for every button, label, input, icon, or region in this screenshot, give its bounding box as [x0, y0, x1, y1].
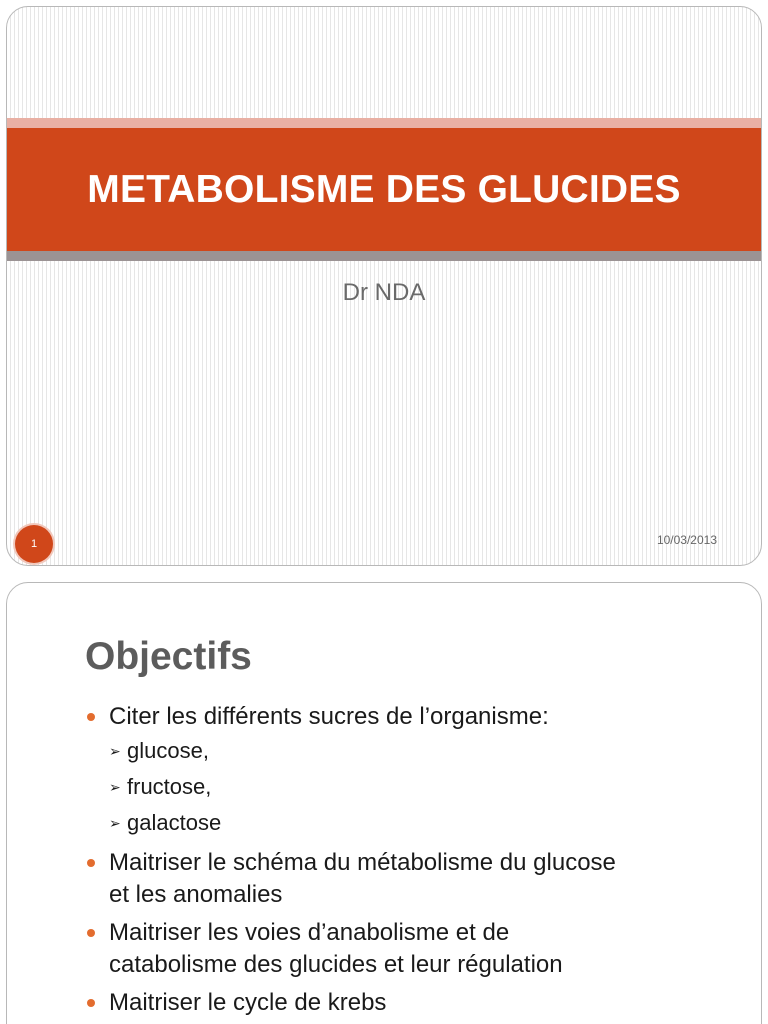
- sub-list-item-text: fructose,: [127, 774, 212, 799]
- sugars-sub-list: [109, 733, 727, 841]
- slide-number-badge: 1: [15, 525, 53, 563]
- bullet-dot-icon: [87, 929, 95, 937]
- slide-subtitle: Dr NDA: [342, 279, 426, 306]
- sub-list-item: [109, 733, 727, 769]
- slide-objectives: [6, 582, 762, 1024]
- list-item-line-2: catabolisme des glucides et leur régulation: [109, 951, 563, 978]
- list-item-line-2: et les anomalies: [109, 881, 283, 908]
- slide-title: [6, 6, 762, 566]
- list-item: [87, 917, 727, 981]
- sub-list-item: [109, 805, 727, 841]
- list-item-text: Maitriser le cycle de krebs: [109, 989, 387, 1016]
- bullet-dot-icon: [87, 859, 95, 867]
- arrow-right-icon: ➢: [109, 743, 121, 759]
- objectives-heading: Objectifs: [85, 635, 252, 678]
- bullet-dot-icon: [87, 999, 95, 1007]
- sub-list-item: [109, 769, 727, 805]
- list-item-line-1: Maitriser le schéma du métabolisme du glucose: [109, 849, 616, 876]
- list-item: [87, 987, 727, 1019]
- title-bottom-bar: [7, 251, 761, 261]
- sub-list-item-text: glucose,: [127, 738, 209, 763]
- list-item: [87, 847, 727, 911]
- title-band: [7, 128, 761, 251]
- slide-title-text: METABOLISME DES GLUCIDES: [87, 167, 681, 211]
- list-item-text: Citer les différents sucres de l’organisme:: [109, 703, 549, 730]
- slide-date: 10/03/2013: [656, 533, 717, 547]
- list-item: [87, 701, 727, 841]
- arrow-right-icon: ➢: [109, 779, 121, 795]
- list-item-line-1: Maitriser les voies d’anabolisme et de: [109, 919, 510, 946]
- title-top-bar: [7, 118, 761, 128]
- arrow-right-icon: ➢: [109, 815, 121, 831]
- sub-list-item-text: galactose: [127, 810, 222, 835]
- bullet-dot-icon: [87, 713, 95, 721]
- objectives-list: [87, 701, 727, 1024]
